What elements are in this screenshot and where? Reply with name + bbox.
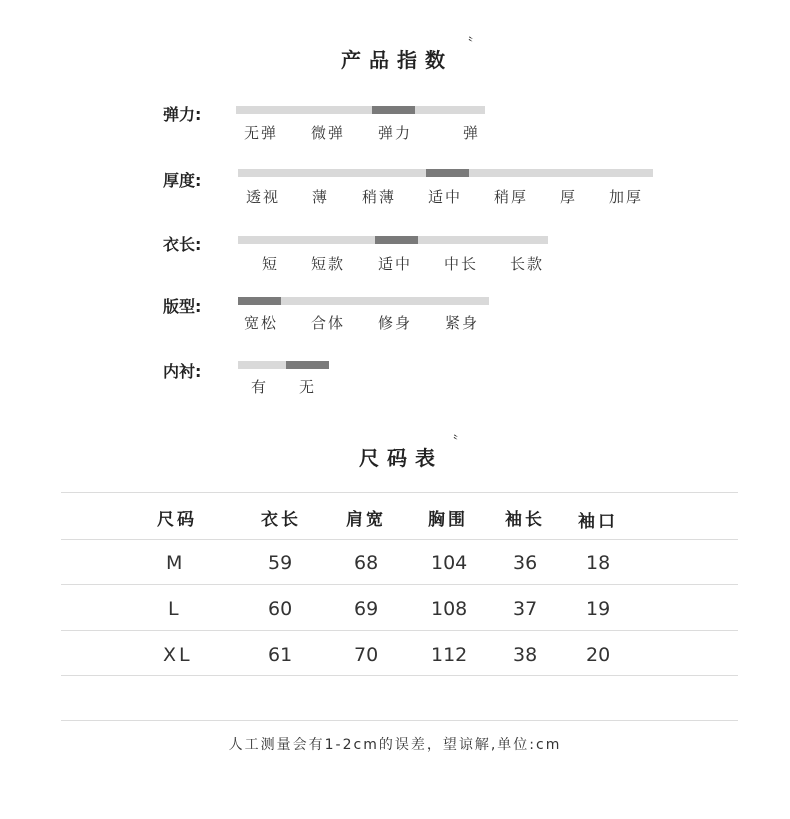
product-index-tick-mark: 〝 xyxy=(461,36,474,50)
cell-shoulder: 69 xyxy=(354,598,379,620)
length-option: 短款 xyxy=(311,255,346,273)
cell-size: L xyxy=(168,598,179,620)
cell-length: 61 xyxy=(268,644,293,666)
table-divider xyxy=(61,675,738,676)
header-sleeve: 袖长 xyxy=(505,510,545,530)
cell-cuff: 20 xyxy=(586,644,611,666)
index-row-fit xyxy=(0,292,790,337)
thickness-option: 稍厚 xyxy=(494,188,529,206)
product-index-title-text: 产品指数 xyxy=(341,48,453,72)
thickness-option: 薄 xyxy=(312,188,330,206)
fit-option: 合体 xyxy=(311,314,346,332)
fit-selected-marker xyxy=(238,297,281,305)
cell-size: XL xyxy=(163,644,193,666)
footer-note: 人工测量会有1-2cm的误差，望谅解,单位:cm xyxy=(228,737,562,753)
cell-length: 59 xyxy=(268,552,293,574)
thickness-option: 透视 xyxy=(246,188,281,206)
cell-chest: 108 xyxy=(431,598,468,620)
cell-length: 60 xyxy=(268,598,293,620)
cell-shoulder: 70 xyxy=(354,644,379,666)
cell-sleeve: 37 xyxy=(513,598,538,620)
cell-cuff: 18 xyxy=(586,552,611,574)
cell-chest: 104 xyxy=(431,552,468,574)
lining-option: 有 xyxy=(251,378,269,396)
fit-option: 修身 xyxy=(378,314,413,332)
index-label-elasticity: 弹力: xyxy=(163,105,202,124)
length-option: 中长 xyxy=(444,255,479,273)
index-row-thickness xyxy=(0,166,790,211)
size-chart-section xyxy=(0,420,790,740)
index-row-length xyxy=(0,230,790,275)
table-divider-bottom xyxy=(61,720,738,721)
header-cuff: 袖口 xyxy=(578,512,618,532)
elasticity-selected-marker xyxy=(372,106,415,114)
elasticity-option: 弹 xyxy=(463,124,481,142)
elasticity-track xyxy=(236,106,485,114)
length-option: 适中 xyxy=(378,255,413,273)
fit-option: 紧身 xyxy=(445,314,480,332)
thickness-selected-marker xyxy=(426,169,469,177)
length-option: 长款 xyxy=(510,255,545,273)
thickness-option: 稍薄 xyxy=(362,188,397,206)
lining-option: 无 xyxy=(299,378,317,396)
table-divider xyxy=(61,584,738,585)
elasticity-option: 弹力 xyxy=(378,124,413,142)
thickness-option: 加厚 xyxy=(609,188,644,206)
cell-size: M xyxy=(166,552,183,574)
index-label-fit: 版型: xyxy=(163,297,202,316)
size-chart-title: 尺码表 xyxy=(359,446,443,470)
length-selected-marker xyxy=(375,236,418,244)
index-label-length: 衣长: xyxy=(163,235,202,254)
table-divider xyxy=(61,630,738,631)
table-divider xyxy=(61,539,738,540)
product-index-title xyxy=(341,44,453,73)
header-chest: 胸围 xyxy=(428,510,468,530)
cell-sleeve: 38 xyxy=(513,644,538,666)
index-label-lining: 内衬: xyxy=(163,362,202,381)
header-length: 衣长 xyxy=(261,510,301,530)
index-row-elasticity xyxy=(0,100,790,145)
lining-selected-marker xyxy=(286,361,329,369)
thickness-option: 适中 xyxy=(428,188,463,206)
thickness-option: 厚 xyxy=(560,188,578,206)
cell-shoulder: 68 xyxy=(354,552,379,574)
header-size: 尺码 xyxy=(157,510,197,530)
cell-cuff: 19 xyxy=(586,598,611,620)
header-shoulder: 肩宽 xyxy=(346,510,386,530)
table-divider-top xyxy=(61,492,738,493)
index-label-thickness: 厚度: xyxy=(163,171,202,190)
elasticity-option: 无弹 xyxy=(244,124,279,142)
length-option: 短 xyxy=(262,255,280,273)
elasticity-option: 微弹 xyxy=(311,124,346,142)
cell-sleeve: 36 xyxy=(513,552,538,574)
fit-option: 宽松 xyxy=(244,314,279,332)
cell-chest: 112 xyxy=(431,644,468,666)
size-chart-tick-mark: 〝 xyxy=(446,434,459,448)
index-row-lining xyxy=(0,357,790,402)
